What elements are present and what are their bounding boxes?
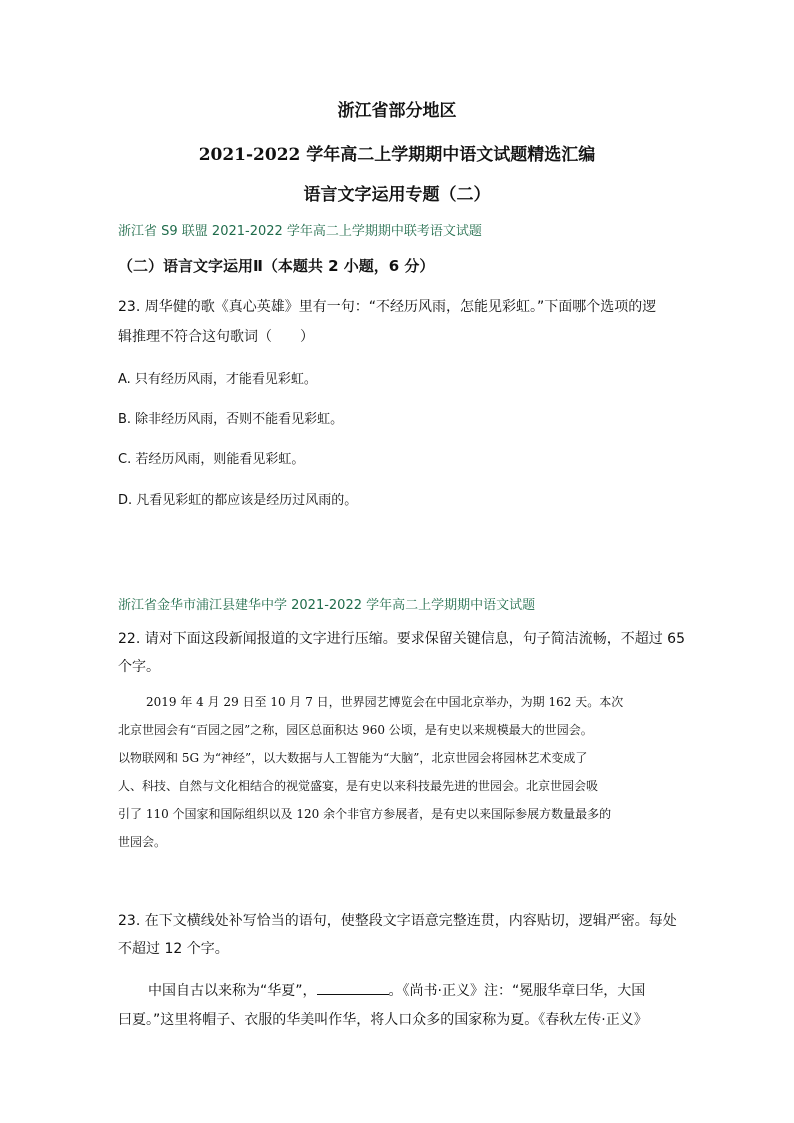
passage-line: 引了 110 个国家和国际组织以及 120 余个非官方参展者，是有史以来国际参展方数量最多的 xyxy=(118,807,612,821)
fill-text-end: 。《尚书·正义》注：“冕服华章曰华，大国 xyxy=(388,983,646,999)
question-23-line-1: 23. 周华健的歌《真心英雄》里有一句：“不经历风雨，怎能见彩虹。”下面哪个选项的逻 xyxy=(118,299,657,315)
answer-blank[interactable] xyxy=(317,980,389,995)
passage-line: 世园会。 xyxy=(118,835,167,849)
title-line-1: 浙江省部分地区 xyxy=(337,101,457,121)
section-heading: （二）语言文字运用Ⅱ（本题共 2 小题，6 分） xyxy=(118,257,435,275)
option-a: A. 只有经历风雨，才能看见彩虹。 xyxy=(118,372,317,387)
passage-line: 以物联网和 5G 为“神经”，以大数据与人工智能为“大脑”，北京世园会将园林艺术变成了 xyxy=(118,751,588,765)
option-c: C. 若经历风雨，则能看见彩虹。 xyxy=(118,452,305,467)
title-line-2: 2021-2022 学年高二上学期期中语文试题精选汇编 xyxy=(198,145,596,165)
fill-in-line-1 xyxy=(148,976,645,1006)
passage-line: 北京世园会有“百园之园”之称，园区总面积达 960 公顷，是有史以来规模最大的世园会。 xyxy=(118,723,593,737)
source-label-2: 浙江省金华市浦江县建华中学 2021-2022 学年高二上学期期中语文试题 xyxy=(118,598,536,613)
question-23b-line-1: 23. 在下文横线处补写恰当的语句，使整段文字语意完整连贯，内容贴切，逻辑严密。每处 xyxy=(118,913,677,929)
source-label-1: 浙江省 S9 联盟 2021-2022 学年高二上学期期中联考语文试题 xyxy=(118,224,482,239)
question-23-line-2: 辑推理不符合这句歌词（ ） xyxy=(118,329,314,345)
question-22-line-1: 22. 请对下面这段新闻报道的文字进行压缩。要求保留关键信息，句子简洁流畅，不超过 65 xyxy=(118,631,685,647)
question-23b-line-2: 不超过 12 个字。 xyxy=(118,941,229,957)
fill-text-start: 中国自古以来称为“华夏”， xyxy=(148,983,317,999)
option-b: B. 除非经历风雨，否则不能看见彩虹。 xyxy=(118,412,344,427)
passage-line: 人、科技、自然与文化相结合的视觉盛宴，是有史以来科技最先进的世园会。北京世园会吸 xyxy=(118,779,599,793)
fill-in-line-2: 曰夏。”这里将帽子、衣服的华美叫作华，将人口众多的国家称为夏。《春秋左传·正义》 xyxy=(118,1012,648,1028)
passage-line: 2019 年 4 月 29 日至 10 月 7 日，世界园艺博览会在中国北京举办，为期 162 天。本次 xyxy=(146,695,624,709)
title-line-3: 语言文字运用专题（二） xyxy=(303,185,491,205)
option-d: D. 凡看见彩虹的都应该是经历过风雨的。 xyxy=(118,493,358,508)
news-passage xyxy=(118,688,688,856)
question-22-line-2: 个字。 xyxy=(118,659,160,675)
